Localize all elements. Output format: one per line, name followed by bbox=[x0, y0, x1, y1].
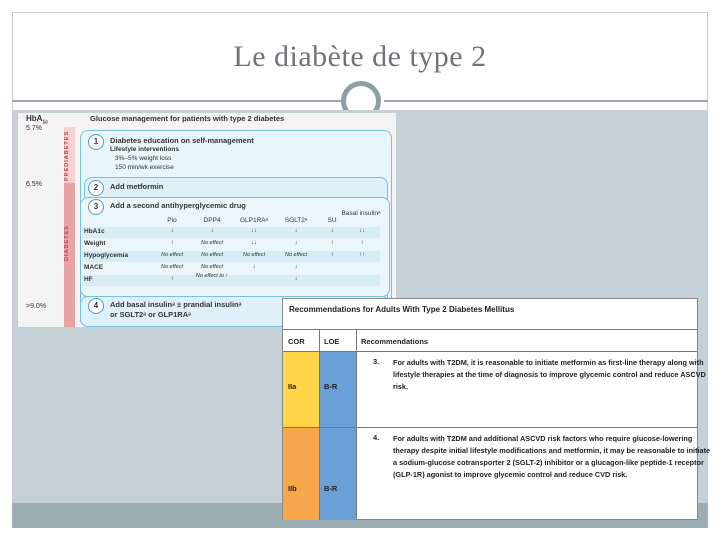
effect-row-label: HbA1c bbox=[84, 228, 105, 235]
rec-text-4: For adults with T2DM and additional ASCVD risk factors who require glucose-lowering therapy despite initial lifestyle modifications and metformin, it may be reasonable to initiate a sodium-glucose cotransporter 2 (SGLT-2) inhibitor or a glucagon-like peptide-1 receptor (GLP-1R) agonist to improve glycemic control and reduce CVD risk. bbox=[393, 434, 711, 479]
effect-cell: ↓ bbox=[210, 228, 214, 234]
effect-cell: ↓ bbox=[330, 228, 334, 234]
effect-cell: ↑ bbox=[170, 240, 174, 246]
col-dpp4: DPP4 bbox=[203, 217, 221, 224]
loe-value-row-2: B-R bbox=[324, 484, 338, 493]
effect-cell: ↑↑ bbox=[359, 252, 365, 258]
glucose-management-figure bbox=[18, 113, 396, 327]
effect-cell: No effect bbox=[160, 252, 183, 258]
header-recommendations: Recommendations bbox=[361, 337, 429, 346]
col-su: SU bbox=[327, 217, 337, 224]
header-cor: COR bbox=[288, 337, 305, 346]
hba1c-axis-label: HbA$_{1c}$ bbox=[26, 114, 49, 126]
step-2-number: 2 bbox=[88, 180, 104, 196]
effect-cell: ↓ bbox=[294, 276, 298, 282]
effect-cell: No effect bbox=[284, 252, 307, 258]
prediabetes-label: PREDIABETES bbox=[64, 130, 70, 182]
effect-cell: ↓ bbox=[294, 264, 298, 270]
figure-title: Glucose management for patients with type 2 diabetes bbox=[90, 114, 285, 123]
cor-value-iia: IIa bbox=[288, 382, 297, 391]
tick-9.0: >9.0% bbox=[26, 303, 47, 310]
rec-number-3: 3. bbox=[373, 357, 380, 366]
table-title: Recommendations for Adults With Type 2 Diabetes Mellitus bbox=[289, 305, 515, 314]
col-sglt2: SGLT2ᵃ bbox=[284, 217, 308, 224]
col-pio: Pio bbox=[167, 217, 177, 224]
title-divider-right bbox=[384, 100, 708, 102]
loe-cell-row-2 bbox=[320, 428, 356, 520]
effect-cell: No effect bbox=[200, 252, 223, 258]
slide-title: Le diabète de type 2 bbox=[233, 40, 487, 73]
step-4-text: Add basal insulinᵃ ± prandial insulinᵃ bbox=[110, 300, 242, 309]
effect-cell: ↓ bbox=[294, 240, 298, 246]
diabetes-label: DIABETES bbox=[64, 225, 70, 261]
effect-cell: ↓ bbox=[294, 228, 298, 234]
effect-cell: ↓↓ bbox=[251, 240, 257, 246]
step-1-sub-2: 3%–5% weight loss bbox=[115, 155, 172, 162]
step-3-number: 3 bbox=[88, 199, 104, 215]
cor-value-iib: IIb bbox=[288, 484, 297, 493]
effect-row-label: HF bbox=[84, 276, 93, 283]
effect-cell: No effect bbox=[200, 264, 223, 270]
effect-cell: ↓ bbox=[252, 264, 256, 270]
recommendations-table bbox=[282, 298, 711, 520]
cor-cell-iib bbox=[283, 428, 319, 520]
effect-cell: No effect bbox=[242, 252, 265, 258]
rec-number-4: 4. bbox=[373, 433, 380, 442]
table-rule-top bbox=[283, 329, 697, 330]
title-divider-left bbox=[12, 100, 344, 102]
effect-cell: ↑ bbox=[330, 240, 334, 246]
effect-cell: ↑ bbox=[170, 276, 174, 282]
effect-cell: ↑ bbox=[330, 252, 334, 258]
header-loe: LOE bbox=[324, 337, 340, 346]
tick-6.5: 6.5% bbox=[26, 181, 42, 188]
effect-cell: No effect to ↑ bbox=[195, 273, 229, 279]
effect-cell: No effect bbox=[160, 264, 183, 270]
col-basal-insulin: Basal insulinᵃ bbox=[341, 210, 381, 217]
loe-value-row-1: B-R bbox=[324, 382, 338, 391]
effect-cell: ↓ bbox=[170, 228, 174, 234]
step-4-number: 4 bbox=[88, 298, 104, 314]
effect-row-label: Weight bbox=[84, 240, 106, 247]
tick-5.7: 5.7% bbox=[26, 125, 42, 132]
table-vrule-2 bbox=[356, 329, 357, 519]
effect-row-label: Hypoglycemia bbox=[84, 252, 129, 259]
step-1-sub-3: 150 min/wk exercise bbox=[115, 164, 174, 171]
effect-cell: ↓↓ bbox=[251, 228, 257, 234]
effect-row-label: MACE bbox=[84, 264, 104, 271]
effect-cell: No effect bbox=[200, 240, 223, 246]
step-2-text: Add metformin bbox=[110, 182, 164, 191]
step-1-text: Diabetes education on self-management bbox=[110, 136, 254, 145]
step-3-text: Add a second antihyperglycemic drug bbox=[110, 201, 246, 210]
step-1-number: 1 bbox=[88, 134, 104, 150]
step-1-sub-1: Lifestyle interventions bbox=[110, 146, 179, 153]
effect-cell: ↑ bbox=[360, 240, 364, 246]
effect-cell: ↓↓ bbox=[359, 228, 365, 234]
col-glp1ra: GLP1RAᵃ bbox=[239, 217, 269, 224]
rec-text-3: For adults with T2DM, it is reasonable to initiate metformin as first-line therapy along with lifestyle therapies at the time of diagnosis to improve glycemic control and reduce ASCVD risk. bbox=[393, 358, 706, 391]
step-4-text-2: or SGLT2ᵃ or GLP1RAᵃ bbox=[110, 310, 191, 319]
